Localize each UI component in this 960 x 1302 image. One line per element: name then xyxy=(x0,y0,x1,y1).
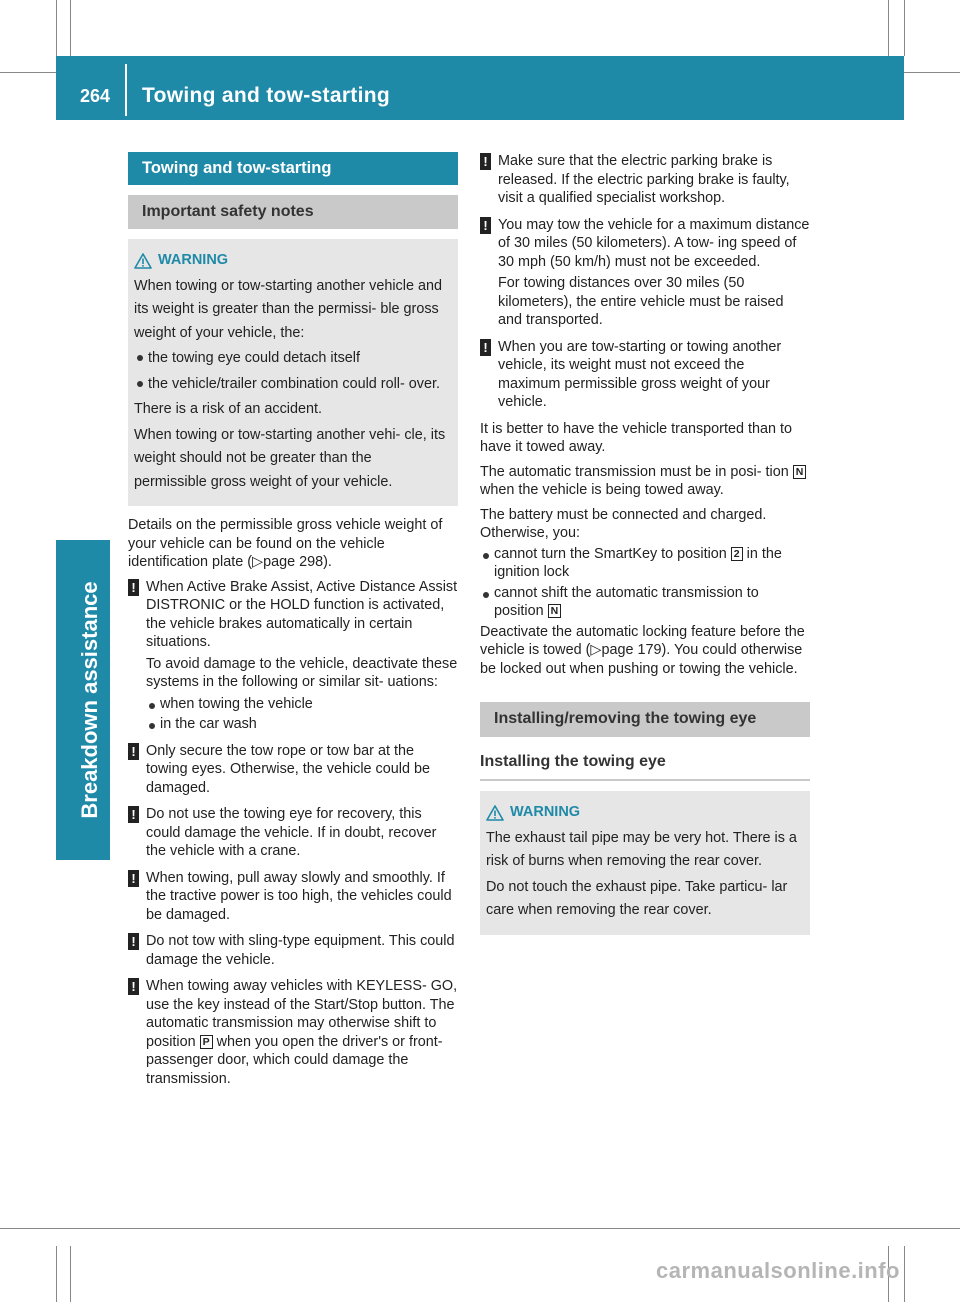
warning-closing: When towing or tow-starting another vehi- cle, its weight should not be greater than the permissible gross weight of your vehicle. xyxy=(134,426,446,490)
bullet-text: cannot turn the SmartKey to position xyxy=(494,545,727,562)
crop-mark xyxy=(888,0,889,56)
warning-header xyxy=(134,249,446,273)
body-paragraph xyxy=(480,463,810,500)
list-item: the vehicle/trailer combination could roll- over. xyxy=(134,373,446,397)
list-item: the towing eye could detach itself xyxy=(134,347,446,371)
note-text: Do not use the towing eye for recovery, this could damage the vehicle. If in doubt, recover the vehicle with a crane. xyxy=(146,806,437,859)
spacer xyxy=(480,684,810,702)
note-block xyxy=(480,216,810,330)
deactivate-post: ). You could otherwise be locked out when pushing or towing the vehicle. xyxy=(480,642,803,677)
chapter-label xyxy=(77,540,102,860)
page-ref-arrow-icon: ▷ xyxy=(590,642,602,658)
note-text: Do not tow with sling-type equipment. This could damage the vehicle. xyxy=(146,933,455,968)
details-pre: Details on the permissible gross vehicle weight of your vehicle can be found on the vehicle identification plate ( xyxy=(128,517,443,570)
subsection-heading: Important safety notes xyxy=(128,195,458,230)
note-block xyxy=(128,578,458,734)
list-item xyxy=(480,545,810,582)
gear-position-n-icon: N xyxy=(548,604,562,618)
subheading: Installing the towing eye xyxy=(480,747,810,782)
exclamation-icon: ! xyxy=(128,743,139,760)
warning-triangle-icon xyxy=(486,805,504,821)
warning-text: Do not touch the exhaust pipe. Take particu- lar care when removing the rear cover. xyxy=(486,878,788,918)
note-block xyxy=(128,742,458,798)
note-block xyxy=(480,338,810,412)
details-post: ). xyxy=(323,554,332,570)
crop-mark xyxy=(0,1228,960,1229)
page-reference-link[interactable]: page 298 xyxy=(263,554,324,570)
list-item xyxy=(480,584,810,621)
note-block xyxy=(128,869,458,925)
warning-bullet-list xyxy=(134,347,446,396)
bullet-text: in the ignition lock xyxy=(494,545,782,580)
transmission-post: when the vehicle is being towed away. xyxy=(480,482,724,498)
note-text: Only secure the tow rope or tow bar at the towing eyes. Otherwise, the vehicle could be damaged. xyxy=(146,742,430,796)
battery-bullet-list xyxy=(480,545,810,621)
exclamation-icon: ! xyxy=(128,978,139,995)
section-heading: Towing and tow-starting xyxy=(128,152,458,185)
note-text xyxy=(146,977,458,1088)
exclamation-icon: ! xyxy=(128,933,139,950)
note-text: Make sure that the electric parking brake is released. If the electric parking brake is faulty, visit a qualified specialist workshop. xyxy=(498,153,790,206)
warning-risk: There is a risk of an accident. xyxy=(134,401,322,417)
page-title: Towing and tow-starting xyxy=(142,84,390,107)
exclamation-icon: ! xyxy=(128,870,139,887)
crop-mark xyxy=(904,1246,905,1302)
exclamation-icon: ! xyxy=(480,153,491,170)
note-block xyxy=(128,932,458,969)
warning-intro: When towing or tow-starting another vehicle and its weight is greater than the permissi- ble gross weight of your vehicle, the: xyxy=(134,277,442,341)
note-text: When Active Brake Assist, Active Distance Assist DISTRONIC or the HOLD function is activated, the vehicle brakes automatically in certain situations. xyxy=(146,578,458,650)
keyless-pre: When towing away vehicles with KEYLESS- GO, use the key instead of the Start/Stop button. The automatic transmission may otherwise shift to position xyxy=(146,978,458,1050)
note-text: For towing distances over 30 miles (50 kilometers), the entire vehicle must be raised and transported. xyxy=(498,275,784,328)
warning-text: The exhaust tail pipe may be very hot. There is a risk of burns when removing the rear cover. xyxy=(486,829,797,869)
left-column xyxy=(128,152,458,1096)
exclamation-icon: ! xyxy=(128,579,139,596)
list-item: when towing the vehicle xyxy=(146,695,458,714)
note-block xyxy=(480,152,810,208)
gear-position-p-icon: P xyxy=(200,1035,213,1049)
key-position-2-icon: 2 xyxy=(731,547,743,561)
list-item: in the car wash xyxy=(146,715,458,734)
exclamation-icon: ! xyxy=(480,339,491,356)
body-paragraph: It is better to have the vehicle transported than to have it towed away. xyxy=(480,420,792,455)
warning-box xyxy=(128,239,458,506)
page-reference-link[interactable]: page 179 xyxy=(601,642,662,658)
warning-triangle-icon xyxy=(134,253,152,269)
transmission-pre: The automatic transmission must be in posi- tion xyxy=(480,463,789,480)
body-paragraph: The battery must be connected and charged. Otherwise, you: xyxy=(480,506,767,541)
note-text: To avoid damage to the vehicle, deactivate these systems in the following or similar sit- uations: xyxy=(146,655,458,690)
note-text: When towing, pull away slowly and smoothly. If the tractive power is too high, the vehicles could be damaged. xyxy=(146,869,452,923)
watermark: carmanualsonline.info xyxy=(656,1258,900,1283)
warning-header xyxy=(486,801,798,825)
header-divider xyxy=(125,64,127,116)
warning-box xyxy=(480,791,810,935)
warning-title: WARNING xyxy=(158,252,229,268)
deactivate-pre: Deactivate the automatic locking feature before the vehicle is towed ( xyxy=(480,623,805,658)
bullet-text: cannot shift the automatic transmission to position xyxy=(494,584,759,619)
chapter-label-text: Breakdown assistance xyxy=(77,581,102,819)
crop-mark xyxy=(70,0,71,56)
note-text: When you are tow-starting or towing another vehicle, its weight must not exceed the maximum permissible gross weight of your vehicle. xyxy=(498,338,782,410)
crop-mark xyxy=(56,1246,57,1302)
note-block xyxy=(128,977,458,1088)
section-heading: Installing/removing the towing eye xyxy=(480,702,810,737)
body-paragraph xyxy=(480,623,810,679)
page-number: 264 xyxy=(80,86,111,106)
exclamation-icon: ! xyxy=(128,806,139,823)
exclamation-icon: ! xyxy=(480,217,491,234)
keyless-post: when you open the driver's or front-passenger door, which could damage the transmission. xyxy=(146,1033,443,1087)
right-column xyxy=(480,152,810,945)
warning-title: WARNING xyxy=(510,804,581,820)
crop-mark xyxy=(56,0,57,56)
gear-position-n-icon: N xyxy=(793,465,807,479)
page-ref-arrow-icon: ▷ xyxy=(252,554,264,570)
note-text: You may tow the vehicle for a maximum distance of 30 miles (50 kilometers). A tow- ing speed of 30 mph (50 km/h) must not be exceeded. xyxy=(498,216,810,270)
crop-mark xyxy=(904,0,905,56)
details-paragraph xyxy=(128,516,458,572)
note-block xyxy=(128,805,458,861)
note-bullet-list xyxy=(146,695,458,734)
crop-mark xyxy=(70,1246,71,1302)
